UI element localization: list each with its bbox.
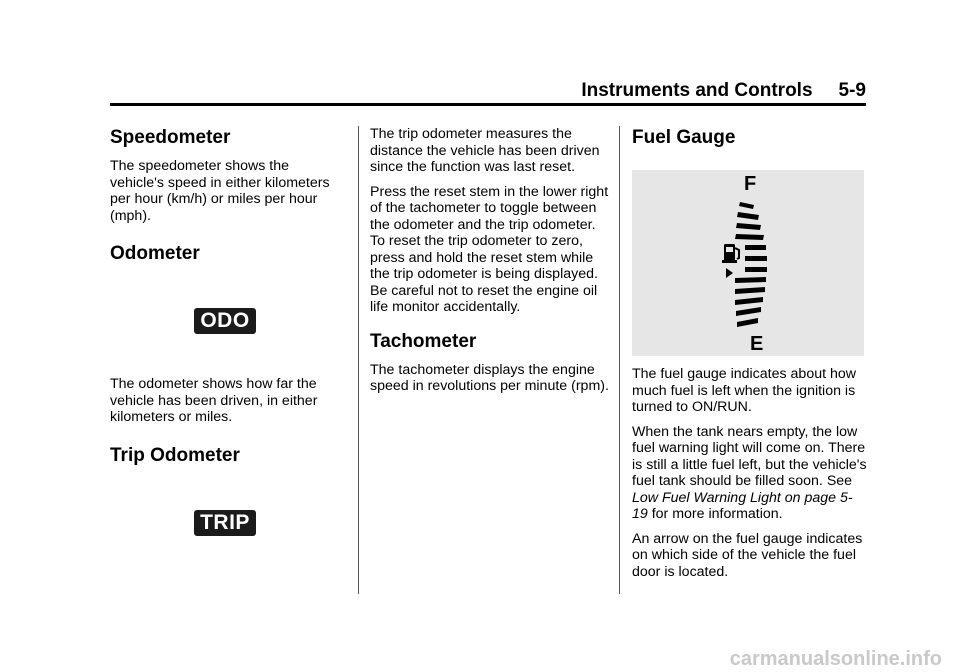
column-divider [358, 126, 359, 594]
gauge-full-label: F [744, 173, 757, 195]
tachometer-heading: Tachometer [370, 330, 477, 352]
odo-badge: ODO [194, 308, 255, 334]
page-header [110, 80, 866, 102]
low-fuel-warning-link[interactable]: Low Fuel Warning Light on page 5-19 [632, 489, 853, 522]
fuel-text-2a: When the tank nears empty, the low fuel warning light will come on. There is still a little fuel left, but the vehicle's fuel tank should be filled soon. See [632, 423, 867, 489]
fuel-text-2 [632, 424, 868, 523]
column-3 [632, 126, 868, 588]
gauge-scale [735, 202, 767, 327]
page-number: 5-9 [838, 80, 866, 101]
section-title: Instruments and Controls [581, 80, 813, 101]
arrow-right-icon [726, 268, 733, 278]
speedometer-heading: Speedometer [110, 127, 231, 148]
odometer-text: The odometer shows how far the vehicle has been driven, in either kilometers or miles. [110, 376, 318, 425]
gauge-empty-label: E [750, 333, 764, 355]
fuel-text-2b: for more information. [647, 506, 783, 522]
speedometer-text: The speedometer shows the vehicle's speed in either kilometers per hour (km/h) or miles per hour (mph). [110, 158, 330, 224]
fuel-text-1: The fuel gauge indicates about how much fuel is left when the ignition is turned to ON/RUN. [632, 366, 857, 415]
column-divider [619, 126, 620, 594]
tachometer-text: The tachometer displays the engine speed in revolutions per minute (rpm). [370, 361, 609, 394]
fuel-gauge-graphic [632, 170, 864, 356]
fuel-pump-icon [722, 244, 739, 263]
fuel-text-3: An arrow on the fuel gauge indicates on which side of the vehicle the fuel door is located. [632, 530, 863, 580]
header-rule [110, 103, 866, 106]
trip-text-2: Press the reset stem in the lower right of the tachometer to toggle between the odometer and the trip odometer. To reset the trip odometer to zero, press and hold the reset stem while the trip odometer is being displayed. Be careful not to reset the engine oil life monitor accidentally. [370, 183, 609, 315]
odometer-heading: Odometer [110, 243, 200, 264]
trip-text-1: The trip odometer measures the distance the vehicle has been driven since the function was last reset. [370, 126, 600, 175]
trip-badge-wrap [110, 510, 340, 536]
column-2 [370, 126, 610, 403]
trip-badge: TRIP [194, 510, 256, 536]
odo-badge-wrap [110, 308, 340, 334]
column-1 [110, 126, 340, 536]
watermark: carmanualsonline.info [729, 648, 942, 670]
fuel-gauge-heading: Fuel Gauge [632, 127, 736, 148]
trip-odometer-heading: Trip Odometer [110, 444, 240, 466]
fuel-gauge-illustration [632, 170, 864, 356]
